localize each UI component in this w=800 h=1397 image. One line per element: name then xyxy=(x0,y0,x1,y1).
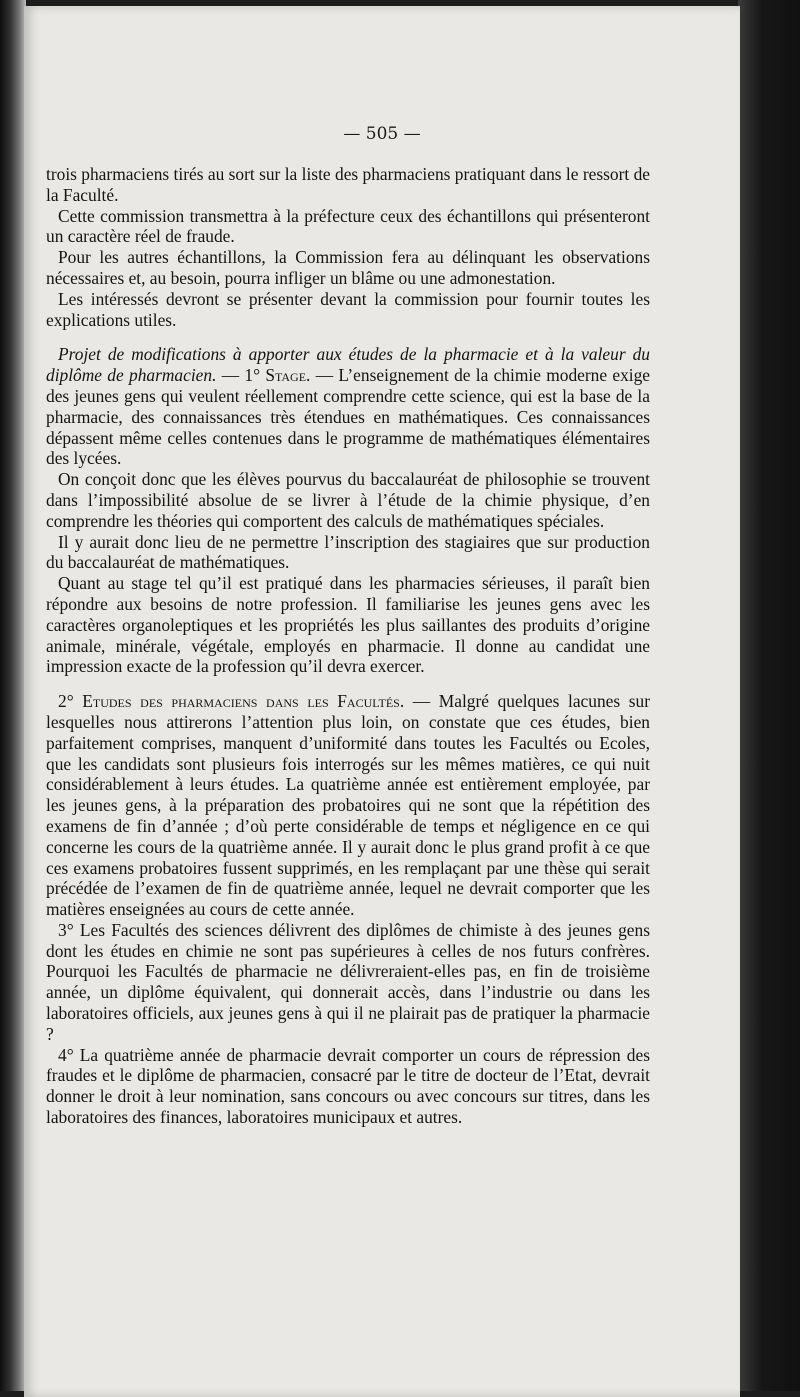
paragraph-7: Il y aurait donc lieu de ne permettre l’inscription des stagiaires que sur production du baccalauréat de mathématiques. xyxy=(46,531,650,573)
body-text xyxy=(46,164,650,1128)
stage-heading: Stage. xyxy=(265,365,311,386)
stage-body: — L’enseignement de la chimie moderne exige des jeunes gens qui veulent réellement comprendre cette science, qui est la base de la pharmacie, des connaissances très étendues en mathématiques. Ces connaissances dépassent même celles contenues dans le programme de mathématiques élémentaires des lycées. xyxy=(46,365,651,469)
etudes-heading: Etudes des pharmaciens dans les Facultés. xyxy=(82,691,405,712)
binding-shadow xyxy=(0,0,26,1391)
section-title: Projet de modifications à apporter aux études de la pharmacie et à la valeur du diplôme de pharmacien. xyxy=(46,344,650,386)
etudes-number: 2° xyxy=(58,691,83,712)
page-number: — 505 — xyxy=(343,124,421,144)
paragraph-6: On conçoit donc que les élèves pourvus du baccalauréat de philosophie se trouvent dans l’impossibilité absolue de se livrer à l’étude de la chimie physique, d’en comprendre les théories qui comportent des calculs de mathématiques spéciales. xyxy=(46,469,650,531)
paragraph-2: Cette commission transmettra à la préfecture ceux des échantillons qui présenteront un caractère réel de fraude. xyxy=(46,205,650,247)
paragraph-3: Pour les autres échantillons, la Commission fera au délinquant les observations nécessaires et, au besoin, pourra infliger un blâme ou une admonestation. xyxy=(46,247,650,288)
scan-background xyxy=(738,0,800,1391)
paragraph-10: 3° Les Facultés des sciences délivrent des diplômes de chimiste à des jeunes gens dont les études en chimie ne sont pas supérieures à celles de nos futurs confrères. Pourquoi les Facultés de pharmacie ne délivreraient-elles pas, en fin de troisième année, un diplôme équivalent, qui donnerait accès, dans l’industrie ou dans les laboratoires officiels, aux jeunes gens à qui il ne plairait pas de pratiquer la pharmacie ? xyxy=(46,919,650,1044)
etudes-body: — Malgré quelques lacunes sur lesquelles nous attirerons l’attention plus loin, on constate que ces études, bien parfaitement comprises, manquent d’uniformité dans toutes les Facultés ou Ecoles, que les candidats sont plusieurs fois interrogés sur les mêmes matières, ce qui nuit considérablement à leurs études. La quatrième année est entièrement employée, par les jeunes gens, à la préparation des probatoires qui ne sont que la répétition des examens de fin d’année ; d’où perte considérable de temps et négligence en ce qui concerne les cours de la quatrième année. Il y aurait donc le plus grand profit à ce que ces examens probatoires fussent supprimés, en les remplaçant par une thèse qui serait précédée de l’examen de fin de quatrième année, lequel ne devrait comporter que les matières enseignées au cours de cette année. xyxy=(46,691,651,920)
paragraph-etudes xyxy=(46,691,650,920)
paragraph-11: 4° La quatrième année de pharmacie devrait comporter un cours de répression des fraudes et le diplôme de pharmacien, consacré par le titre de docteur de l’Etat, devrait donner le droit à leur nomination, sans concours ou avec concours sur titres, dans les laboratoires des finances, laboratoires municipaux et autres. xyxy=(46,1044,650,1128)
paragraph-projet xyxy=(46,344,650,469)
paragraph-8: Quant au stage tel qu’il est pratiqué dans les pharmacies sérieuses, il paraît bien répondre aux besoins de notre profession. Il familiarise les jeunes gens avec les caractères organoleptiques et les propriétés les plus saillantes des produits d’origine animale, minérale, végétale, employés en pharmacie. Il donne au candidat une impression exacte de la profession qu’il devra exercer. xyxy=(46,573,650,677)
paragraph-1: trois pharmaciens tirés au sort sur la liste des pharmaciens pratiquant dans le ressort de la Faculté. xyxy=(46,164,650,205)
book-page xyxy=(24,6,740,1397)
stage-dash: — 1° xyxy=(216,365,266,386)
paragraph-4: Les intéressés devront se présenter devant la commission pour fournir toutes les explications utiles. xyxy=(46,288,650,330)
